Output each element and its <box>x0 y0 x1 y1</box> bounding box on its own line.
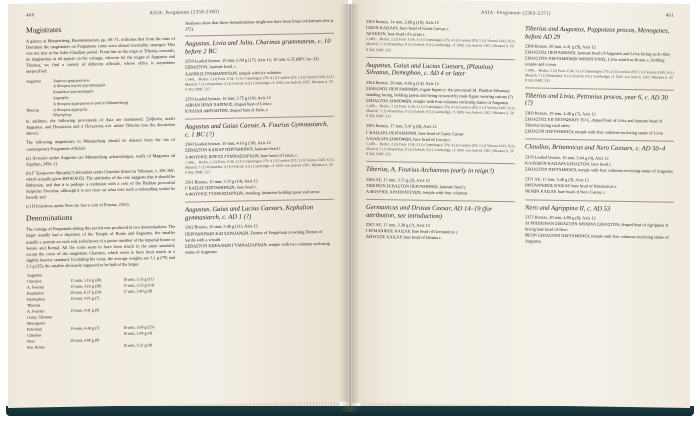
entry-obverse: ΚΛΑΥΔΙΟΝ ΚΑΙΣΑΡΑ ΣΕΒΑΣΤΟΝ, bare head r. <box>525 160 612 167</box>
catalogue-entry-2368 <box>525 44 674 86</box>
reign-augustus: Augustus <box>26 77 42 84</box>
denomination-cell: 19 mm, 4.63 g (30) <box>70 283 102 289</box>
catalogue-entry-2358 <box>185 56 334 92</box>
entry-title: 2367 AE, 17 mm, 3.38 g (7), Axis 12 <box>366 222 430 229</box>
entry-reverse: ΧΑΡΙΝΟΣ ΓΡΑΜΜΑΤΕΥΩΝ, temple with six columns <box>185 69 282 77</box>
catalogue-entry-2370 <box>525 154 674 175</box>
right-running-title: ASIA: Pergamum (2363-2371) <box>480 10 551 17</box>
left-page-number: 400 <box>26 13 35 19</box>
catalogue-entry-2359 <box>185 94 334 115</box>
open-book <box>6 4 694 414</box>
catalogue-entry-2369 <box>525 110 674 137</box>
catalogue-entry-2362 <box>185 222 334 255</box>
denomination-cell: Claudius <box>27 332 42 338</box>
magistrates-body-1: In addition, the following proconsuls of Asia are mentioned: Σιλβανός under Augustus, and Πετρώνιος and ὁ Πετρώνιος κτλ. under Tiberius (see the discussion above). <box>26 115 175 136</box>
entry-title: 2360 Leaded bronze, 19 mm, 4.63 g (30), Axis 12 <box>185 140 271 147</box>
catalogue-entry-2360 <box>185 139 334 175</box>
entry-specimens: 1 (40)... ·Berlin; 2 (2) Paris 1134; 3 (1) Copenhagen 279; 4 (1) London 203; 5 (1) Vienna 3345; 6 (1) Munich; 7 (1) Winterthur; 8 (1) Oxford; 9 (1) Cambridge; cf. SNG von Aulock 1367; Mionnet ii. 598 562; BMC 233 <box>366 141 515 157</box>
entry-reverse: ΔΡΟΥΣΟΣ ΚΑΙΣΑΡ, bare head of Drusus r. <box>366 234 442 241</box>
reign-tiberius: Tiberius <box>26 106 40 113</box>
denomination-cell: Charinos <box>27 278 42 284</box>
magistrates-body-3: (a) Ἀντιφῶν under Augustus (so Münsterberg acknowledges, really of Magnesia ad Sipylum, 2450–1). <box>26 152 175 167</box>
magistrate-line: Α Φουριος ἱερεὺς γυμνασιαρχῶν <box>53 82 106 89</box>
entry-reverse: ΘΕΟΝ ΣΕΒΑΣΤΟΝ ΠΕΡΓΑΜΗΝΟΙ, temple with four columns enclosing statue of Augustus <box>525 232 669 245</box>
catalogue-entry-2372 <box>525 215 674 248</box>
magistrates-intro: A glance at Münsterberg, Beamtennamen, pp. 69–71, indicates that from the time of Domitian the magistrates on Pergamene coins were almost invariably strategoi. This was not true in the Julio-Claudian period. From late in the reign of Tiberius onwards, no magistrates at all appear on the coinage, whereas for the reigns of Augustus and Tiberius, we find a variety of different officials, whose office is sometimes unspecified: <box>26 35 175 75</box>
denomination-cell: 20 mm, 4.80 g (8) <box>70 337 100 343</box>
catalogue-entry-2367 <box>366 222 515 243</box>
catalogue-entry-2363 <box>366 19 515 55</box>
denomination-cell: 18 mm, 3.33 g (11) <box>123 276 154 282</box>
entry-obverse: Γ ΚΑΙΣΑΡΑ ΠΕΡΓΑΜΗΝΟΙ, bare head of Gaius Caesar <box>366 129 464 137</box>
entry-reverse: ΝΕΡΩΝ ΚΑΙΣΑΡ, bare head of Nero Caesar, r. <box>525 188 606 196</box>
section-heading-petronius: Tiberius and Livia, Petronius procos, year 6, c. AD 30 (?) <box>525 92 668 107</box>
magistrate-line: Κεφαλίων γυμνασιαρχῶν <box>53 88 94 95</box>
entry-obverse: ΣΙΛΒΑΝΟΣ ΠΕΡΓΑΜΗΝΩΝ, togate figure (= the proconsul M. Plautius Silvanus) standing facing, holding patera and being crowned by male figure wearing cuirass (?) <box>366 85 513 100</box>
magistrates-body-4: (b) Γ Τρυφωνιον Βρυχᾶς(?) defendant under Claudius (listed as 'Mionnet, v. 296 369', which actually gives ΒΡΟΚΧΟΣ). The similarity of the coin suggests that it should be Bithynian, and that it is perhaps a confusion with a coin of the Hadrian proconsul Sulpicius Proculus, although it is not clear on what coin such a misreading would be based); and <box>26 167 175 200</box>
denomination-cell: A. Fourius <box>27 284 45 290</box>
entry-reverse: ΛΕΥΚΙΟΝ, bare head of Lucius r. <box>366 31 426 38</box>
denomination-cell: 19 mm, 4.48 g (7) <box>70 325 100 331</box>
right-page <box>352 0 690 408</box>
denomination-cell: Augustus <box>27 272 43 278</box>
entry-title: 2371 AE, 17 mm, 3.40 g (3), Axis 12 <box>525 176 589 183</box>
section-heading-tiberius-fourius: Tiberius, A. Fourius Archiereus (early in reign?) <box>366 165 494 175</box>
entry-obverse: Γ ΚΑΙΣΑΡ ΠΕΡΓΑΜΗΝΩΝ, bare head r. <box>185 184 257 191</box>
denomination-cell: A. Fourius <box>27 308 45 314</box>
denomination-cell: 20 mm, 6.57 g (24) <box>70 289 102 295</box>
left-column-2 <box>185 18 334 348</box>
left-running-title: ASIA: Pergamum (2358-2360) <box>149 9 220 17</box>
entry-title: 2359 Leaded bronze, 16 mm, 3.75 g (10), Axis 12 <box>185 94 271 102</box>
entry-title: 2363 Bronze, 14 mm, 2.89 g (10), Axis 12 <box>366 18 439 26</box>
denomination-cell: 16 mm, 3.66 g (25) <box>123 324 155 330</box>
left-column-1 <box>26 21 175 351</box>
entry-reverse: ΣΕΒΑΣΤΟΝ ΔΗΜΟΦΩΝ, temple with four columns enclosing statue of Augustus <box>366 97 509 106</box>
entry-title: 2365 Bronze, 17 mm, 3.47 g (8), Axis 12 <box>366 123 437 130</box>
entry-reverse: ΣΕΒΑΣΤΗ ΠΕΡΓΑΜΗΝΟΙ, temple with four columns enclosing statue of Livia <box>525 128 663 136</box>
section-heading-claudius: Claudius, Britannicus and Nero Caesars, c. AD 50–4 <box>525 143 666 154</box>
entry-title: 2366 AE, 17 mm, 3.71 g (2), Axis 12 <box>366 176 430 183</box>
entry-obverse: ΛΙΒΙΑΝ ΗΡΑΝ ΧΑΡΙΝΟΣ, draped bust of Livia r. <box>185 100 273 108</box>
entry-obverse: ΣΕΒΑΣΤΟΣ ΕΠ ΠΕΤΡΩΝΙΟΥ ΤΟ Ϛ, draped bust of Livia and laureate head of Tiberius facing each other <box>525 116 663 129</box>
entry-obverse: ΠΕΡΓΑΜΗΝΩΝ ΚΑΙ ΣΑΡΔΙΑΝΩΝ, Demos of Pergamum crowning Demos of Sardis with a wreath <box>185 228 323 243</box>
section-heading-silvanus: Augustus, Gaius and Lucius Caesars, (Plautius) Silvanus, Demophon, c. AD 4 or later <box>366 61 493 78</box>
section-heading-germanicus: Germanicus and Drusus Caesar, AD 14–19 (for attribution, see introduction) <box>366 203 493 220</box>
book-gutter <box>340 4 360 412</box>
right-running-head <box>366 9 674 19</box>
denomination-cell: 17 mm, 3.40 g (8) <box>123 288 153 294</box>
magistrate-line: Α Φουριος ἀρχιερατεύων (not in Münsterberg) <box>53 99 129 106</box>
right-column-2 <box>525 21 674 251</box>
section-heading-fourius: Augustus and Gaius Caesar, A. Fourius Gymnasiarch, c. 1 BC (?) <box>185 121 329 139</box>
magistrates-list <box>26 75 175 118</box>
entry-title: 2361 Bronze, 15 mm, 3.33 g (14), Axis 12 <box>185 178 258 185</box>
entry-reverse: Α ΦΟΥΡΙΟΣ ΙΕΡΕΥΣ ΓΥΜΝΑΣΙΑΡΧΩΝ, bare head of Gaius, r. <box>185 152 298 160</box>
entry-title: 2370 Leaded bronze, 16 mm, 3.44 g (4), Axis 12 <box>525 154 609 161</box>
denomination-cell: Demophon <box>27 296 45 302</box>
denomination-cell: 16 mm, 3.44 g (4) <box>123 330 153 336</box>
section-heading-charinos: Augustus, Livia and Julia, Charinos grammateus, c. 10 before 2 BC <box>185 37 331 56</box>
catalogue-entry-2365 <box>366 123 515 159</box>
entry-title: 2368 Bronze, 20 mm, 4.41 g (9), Axis 12 <box>525 43 596 50</box>
magistrate-line: Μηνογένης <box>53 112 72 118</box>
entry-reverse: ΣΕΒΑΣΤΟΝ ΠΕΡΓΑΜΗΝΟΙ, temple with four columns enclosing statue of Augustus <box>525 166 673 174</box>
entry-specimens: 1 (40)... ·Berlin; 2 (2) Paris 1134; 3 (1) Copenhagen 279; 4 (1) London 203; 5 (1) Vienna 3345; 6 (1) Munich; 7 (1) Winterthur; 8 (1) Oxford; 9 (1) Cambridge; cf. SNG von Aulock 1367; Mionnet ii. 598 562; BMC 233 <box>185 74 334 92</box>
section-heading-kephalion: Augustus, Gaius and Lucius Caesars, Kephalion gymnasiarch, c. AD 1 (?) <box>185 204 314 222</box>
catalogue-entry-2371 <box>525 177 674 198</box>
denomination-cell: Menogenes <box>27 320 46 326</box>
entry-title: 2372 Bronze, 20 mm, 4.80 g (8), Axis 12 <box>525 214 596 221</box>
section-heading-menogenes: Tiberius and Augustus, Pappoteos procos, Menogenes, before AD 29 <box>525 25 670 41</box>
entry-reverse: Α ΦΟΥΡΙΟΣ ΑΡΧΙΕΡΑΤΕΥΩΝ, temple with four columns <box>366 188 468 196</box>
denomination-cell: Nero <box>27 338 35 344</box>
entry-reverse: Α ΦΟΥΡΙΟΣ ΓΥΜΝΑΣΙΑΡΧΩΝ, standing, himation holding spear and arrow <box>185 189 320 197</box>
entry-specimens: 1 (40)... ·Berlin; 2 (2) Paris 1134; 3 (1) Copenhagen 279; 4 (1) London 203; 5 (1) Vienna 3345; 6 (1) Munich; 7 (1) Winterthur; 8 (1) Oxford; 9 (1) Cambridge; cf. SNG von Aulock 1367; Mionnet ii. 598 562; BMC 233 <box>366 37 515 52</box>
entry-obverse: ΣΕΒΑΣΤΟΣ ΠΕΡΓΑΜΗΝΟΙ, laureate head of Augustus and Livia facing each other <box>525 49 671 57</box>
entry-title: 2362 Bronze, 20 mm, 5.46 g (11), Axis 12 <box>185 223 258 231</box>
denomination-cell: 16 mm, 3.31 g (8) <box>123 342 153 348</box>
magistrates-heading: Magistrates <box>26 24 62 35</box>
entry-obverse: ΓΕΡΜΑΝΙΚΟΣ ΚΑΙΣΑΡ, bare head of Germanicus r. <box>366 228 459 235</box>
entry-obverse: ΓΑΙΟΝ ΚΑΙΣΑΡΑ, bare head of Gaius Caesar, r. <box>366 25 450 32</box>
denomination-cell <box>70 343 123 350</box>
denomination-cell: 19 mm, 4.41 g (9) <box>70 307 100 313</box>
magistrate-line: Δημοφῶν <box>53 94 69 101</box>
magistrate-line: Χαρίνος γραμματεύων <box>53 76 90 83</box>
catalogue-entry-2364 <box>366 80 515 122</box>
right-page-number: 401 <box>665 13 674 19</box>
analyses-note: Analyses show that these denominations might not have been brass orichalcum (see p. 375). <box>185 17 334 32</box>
denominations-table <box>26 270 175 351</box>
entry-reverse: ΣΕΒΑΣΤΟΝ ΚΕΦΑΛΙΩΝ ΓΥΜΝΑΣΙΑΡΧΩΝ, temple with two columns enclosing statue of Augustus <box>185 240 330 255</box>
entry-obverse: ΑΓΡΙΠΠΕΙΝΑΝ ΣΕΒΑΣΤΗΝ ΝΕΡΩΝΑ ΣΕΒΑΣΤΟΝ, draped bust of Agrippina II facing bare head of Nero <box>525 220 669 233</box>
denomination-cell: Sen. Roma <box>27 344 45 350</box>
denomination-cell: 16 mm, 4.05 g (7) <box>70 295 100 301</box>
entry-title: 2364 Bronze, 20 mm, 4.66 g (14), Axis 12 <box>366 79 439 86</box>
denomination-cell: Kephalion <box>27 290 44 296</box>
catalogue-entry-2361 <box>185 177 334 198</box>
denominations-heading: Denominations <box>26 213 73 224</box>
denomination-cell: Petronius <box>27 326 43 332</box>
entry-reverse: ΙΟΥΛΙΑΝ ΑΦΡΟΔΙΤΗΝ, draped bust of Julia, r. <box>185 107 269 114</box>
entry-specimens: 1 (40)... ·Berlin; 2 (2) Paris 1134; 3 (1) Copenhagen 279; 4 (1) London 203; 5 (1) Vienna 3345; 6 (1) Munich; 7 (1) Winterthur; 8 (1) Oxford; 9 (1) Cambridge; cf. SNG von Aulock 1367; Mionnet ii. 598 562; BMC 233 <box>366 104 515 119</box>
catalogue-entry-2366 <box>366 177 515 198</box>
entry-obverse: ΒΡΙΤΑΝΝΙΚΟΣ ΚΑΙΣΑΡ, bare head of Britannicus r. <box>525 182 617 190</box>
denomination-cell: Gaius, Silvanus <box>27 314 53 320</box>
magistrates-body-5: (c) Η Ιουλιάνος under Nero (in fact a coin of Prusias, 2361). <box>26 201 130 209</box>
right-column-1 <box>366 19 515 249</box>
entry-title: 2358 Leaded bronze, 19 mm, 6.04 g (17), Axis 12; 10 mm, 6.35 (RPC no. 22) <box>185 56 319 64</box>
left-page <box>8 0 348 408</box>
section-heading-agrippina: Nero and Agrippina II, c. AD 53 <box>525 203 611 213</box>
magistrate-line: Α Φουριος ἀρχιερεύς <box>53 106 88 112</box>
entry-obverse: ΤΙΒΕΡΙΟΝ ΣΕΒΑΣΤΟΝ ΠΕΡΓΑΜΗΝΟΙ, laureate head r. <box>366 182 466 190</box>
denomination-cell: 15 mm, 3.33 g (14) <box>123 282 155 288</box>
denomination-cell: Tiberius <box>27 302 41 308</box>
denominations-text: The coinage of Pergamum during this period was produced in two denominations. The larger usually had a depiction of the Temple of Roma and Augustus, the smaller usually a portrait on each side (whichever of a junior member of the imperial house or Senate and Roma). All the coins seem to have been struck to the same standard, except the coins of the magistrate Charinos, which seem to have been struck at a slightly heavier standard. Excluding his coins, the average weights are 3.1 g (79) and 3.3 g (35), the smaller obviously supposed to be half of the larger. <box>26 224 175 269</box>
entry-obverse: ΣΕΒΑΣΤΟΝ, laureate head, r. <box>185 64 237 71</box>
entry-specimens: 1 (40)... ·Berlin; 2 (2) Paris 1134; 3 (1) Copenhagen 279; 4 (1) London 203; 5 (1) Vienna 3345; 6 (1) Munich; 7 (1) Winterthur; 8 (1) Oxford; 9 (1) Cambridge; cf. SNG von Aulock 1367; Mionnet ii. 598 562; BMC 233 <box>525 67 674 83</box>
entry-reverse: ΣΕΒΑΣΤΟΝ ΠΕΡΓΑΜΗΝΩΝ ΜΗΝΟΓΕΝΗΣ, Livia seated as Roma, r., holding sceptre and crown <box>525 55 665 68</box>
entry-reverse: Λ ΚΑΙΣΑΡΑ ΔΗΜΟΦΩΝ, bare head of Lucius r. <box>366 135 451 142</box>
magistrates-body-2: The following magistrates in Münsterberg should be deleted from the list of contemporary Pergamene officials: <box>26 137 175 152</box>
denomination-cell: 15 mm, 5.16 g (20) <box>70 277 102 283</box>
entry-specimens: 1 (40)... ·Berlin; 2 (2) Paris 1134; 3 (1) Copenhagen 279; 4 (1) London 203; 5 (1) Vienna 3345; 6 (1) Munich; 7 (1) Winterthur; 8 (1) Oxford; 9 (1) Cambridge; cf. SNG von Aulock 1367; Mionnet ii. 598 562; BMC 233 <box>185 157 334 175</box>
entry-obverse: ΣΕΒΑΣΤΟΝ ΚΑΙΣΑΡ ΠΕΡΓΑΜΗΝΟΙ, laureate head r. <box>185 146 281 154</box>
entry-title: 2369 Bronze, 19 mm, 4.48 g (7), Axis 12 <box>525 110 596 117</box>
left-running-head <box>26 8 334 19</box>
